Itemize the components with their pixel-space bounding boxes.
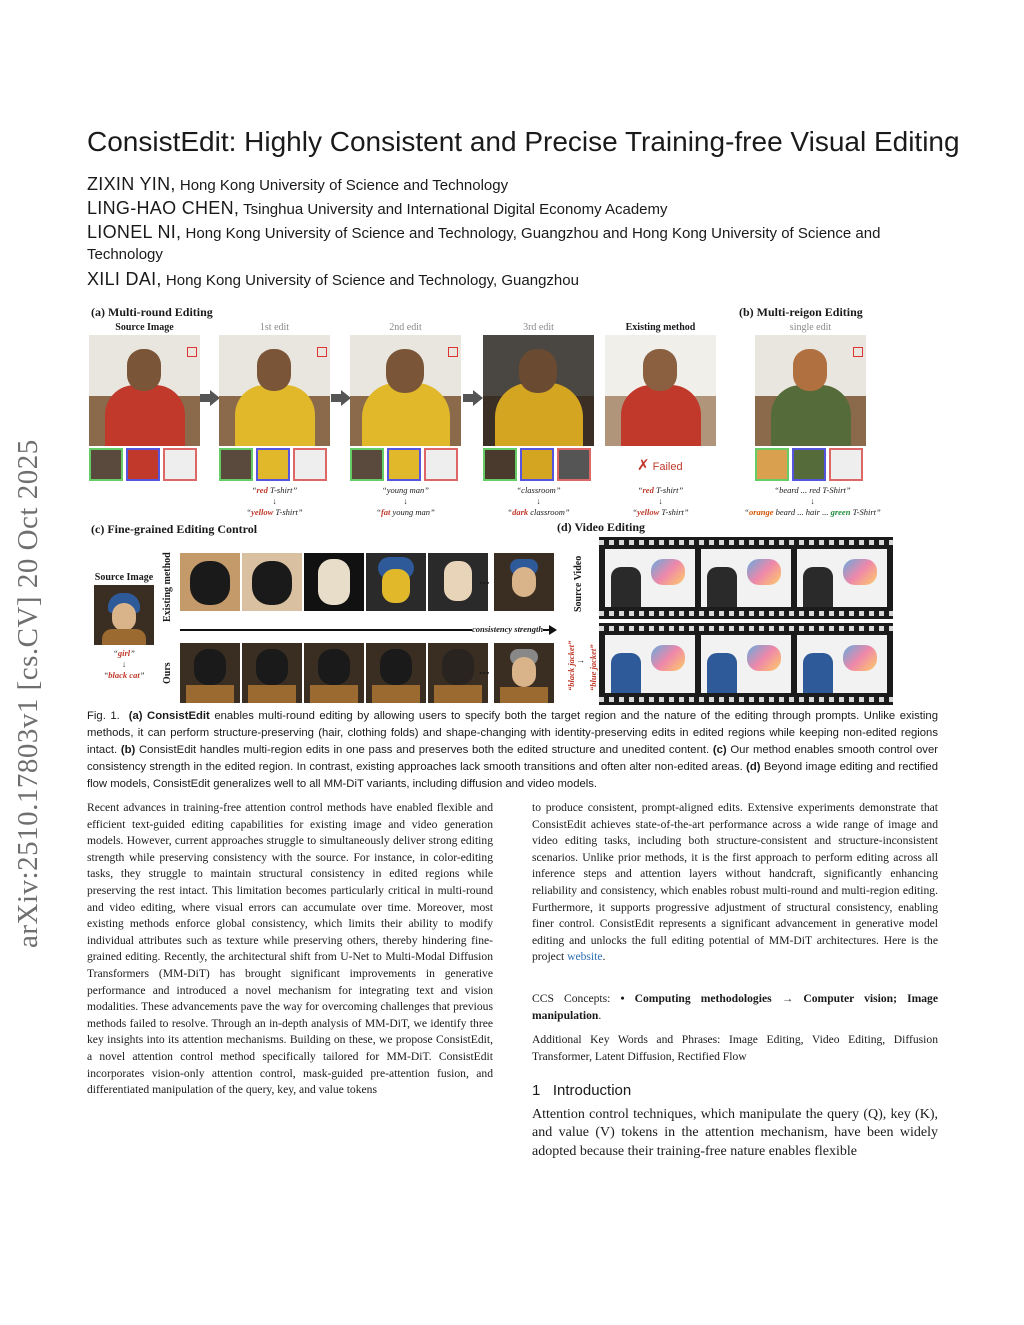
abstract-right-column: to produce consistent, prompt-aligned edits. Extensive experiments demonstrate that ConsistEdit achieves state-of-the-art performance across a wide range of image and video editing tasks, including both structure-consistent and structure-inconsistent scenarios. Unlike prior methods, it is the first approach to perform editing across all inference steps and attention layers without handcraft, significantly enhancing reliability and consistency, which enables robust multi-round and multi-region editing. Furthermore, it supports progressive adjustment of structural consistency, enabling finer control. ConsistEdit represents a significant advancement in generative model editing and unlocks the full editing potential of MM-DiT architectures. Here is the project website. bbox=[532, 801, 938, 964]
author-affiliation: Hong Kong University of Science and Technology bbox=[179, 177, 509, 194]
c-existing-4 bbox=[366, 553, 426, 611]
panel-a-label: (a) Multi-round Editing bbox=[91, 305, 213, 319]
author-name: XILI DAI, bbox=[87, 269, 162, 289]
strength-label: consistency strength bbox=[472, 624, 544, 634]
col-label-1st: 1st edit bbox=[259, 322, 290, 333]
author-name: LIONEL NI, bbox=[87, 222, 182, 242]
crop-thumb bbox=[126, 448, 160, 481]
author-line bbox=[87, 174, 508, 195]
d-source-label: Source Video bbox=[573, 555, 584, 612]
c-ours-1 bbox=[180, 643, 240, 703]
crop-thumb bbox=[483, 448, 517, 481]
ellipsis: ... bbox=[479, 573, 490, 588]
intro-text: Attention control techniques, which manipulate the query (Q), key (K), and value (V) tokens in the attention mechanism, have been widely adopted because their training-free nature enables flexible bbox=[532, 1107, 938, 1159]
edit1-photo bbox=[219, 335, 330, 446]
crop-thumb bbox=[557, 448, 591, 481]
crop-thumb bbox=[163, 448, 197, 481]
author-name: LING-HAO CHEN, bbox=[87, 198, 240, 218]
crop-thumb bbox=[387, 448, 421, 481]
c-existing-label: Existing method bbox=[162, 552, 173, 622]
d-prompt-tgt: “blue jacket” bbox=[588, 644, 598, 691]
cross-icon: ✗ bbox=[637, 457, 650, 474]
c-source-photo bbox=[94, 585, 154, 645]
c-ours-2 bbox=[242, 643, 302, 703]
abstract-left-column: Recent advances in training-free attention control methods have enabled flexible and efficient text-guided editing capabilities for existing image and video generation models. However, current approaches struggle to simultaneously deliver strong editing strength while preserving consistency with the source. For instance, in color-editing tasks, they struggle to maintain structural consistency in edited regions while preserving the rest intact. This limitation becomes particularly critical in multi-round and video editing, where visual errors can accumulate over time. Moreover, most existing methods enforce global consistency, which limits their ability to modify individual attributes such as texture while preserving others, thereby hindering fine-grained editing. Recently, the architectural shift from U-Net to Multi-Modal Diffusion Transformers (MM-DiT) has brought significant improvements in generative performance and introduced a novel mechanism for integrating text and vision modalities. These advancements pave the way for overcoming challenges that previous methods failed to resolve. Through an in-depth analysis of MM-DiT, we identify three key insights into its attention mechanisms. Building on these, we propose ConsistEdit, a novel attention control method specifically tailored for MM-DiT. ConsistEdit incorporates vision-only attention control, mask-guided pre-attention fusion, and differentiated manipulation of the query, key, and value tokens bbox=[87, 801, 493, 1097]
figure-caption: Fig. 1. (a) ConsistEdit enables multi-round editing by allowing users to specify both the target region and the nature of the editing through prompts. Unlike existing methods, it can perform structure-preserving (hair, clothing folds) and shape-changing with identity-preserving edits in edited regions while keeping non-edited regions intact. (b) ConsistEdit handles multi-region edits in one pass and preserves both the edited structure and unedited content. (c) Our method enables smooth control over consistency strength in the edited region. In contrast, existing approaches lack smooth transitions and often alter non-edited areas. (d) Beyond image editing and rectified flow models, ConsistEdit generalizes well to all MM-DiT variants, including diffusion and video models. bbox=[87, 710, 938, 790]
col-label-source: Source Image bbox=[115, 322, 174, 333]
c-source-label: Source Image bbox=[94, 572, 154, 583]
c-ours-label: Ours bbox=[162, 662, 173, 684]
crop-thumb bbox=[89, 448, 123, 481]
col-label-3rd: 3rd edit bbox=[523, 322, 554, 333]
author-line bbox=[87, 222, 880, 243]
author-affiliation: Hong Kong University of Science and Technology, Guangzhou bbox=[165, 272, 579, 289]
c-existing-2 bbox=[242, 553, 302, 611]
arrow-icon bbox=[473, 390, 483, 406]
c-existing-1 bbox=[180, 553, 240, 611]
existing-method-photo bbox=[605, 335, 716, 446]
c-existing-3 bbox=[304, 553, 364, 611]
keywords: Additional Key Words and Phrases: Image Editing, Video Editing, Diffusion Transformer, Latent Diffusion, Rectified Flow bbox=[532, 1033, 938, 1063]
prompt-multi-region: “beard ... red T-Shirt” ↓ “orange beard ... hair ... green T-Shirt” bbox=[744, 485, 881, 517]
d-prompt-src: “black jacket” bbox=[566, 640, 576, 691]
author-affiliation: Hong Kong University of Science and Technology, Guangzhou and Hong Kong University of Science and bbox=[185, 225, 881, 242]
edit2-photo bbox=[350, 335, 461, 446]
author-line bbox=[87, 198, 668, 219]
project-website-link[interactable]: website bbox=[567, 950, 603, 964]
c-prompt: “girl” ↓ “black cat” bbox=[103, 648, 145, 680]
prompt-edit1: “red T-shirt” ↓ “yellow T-shirt” bbox=[246, 485, 303, 517]
crop-thumb bbox=[424, 448, 458, 481]
crop-thumb bbox=[792, 448, 826, 481]
prompt-edit3: “classroom” ↓ “dark classroom” bbox=[507, 485, 570, 517]
crop-thumb bbox=[350, 448, 384, 481]
col-label-single: single edit bbox=[789, 322, 832, 333]
source-photo bbox=[89, 335, 200, 446]
col-label-existing: Existing method bbox=[625, 322, 696, 333]
paper-title: ConsistEdit: Highly Consistent and Precise Training-free Visual Editing bbox=[87, 126, 960, 157]
failed-label: ✗ Failed bbox=[637, 457, 683, 474]
col-label-2nd: 2nd edit bbox=[389, 322, 422, 333]
edit3-photo bbox=[483, 335, 594, 446]
author-name: ZIXIN YIN, bbox=[87, 174, 176, 194]
down-arrow-icon: → bbox=[576, 655, 585, 665]
prompt-existing: “red T-shirt” ↓ “yellow T-shirt” bbox=[632, 485, 689, 517]
crop-thumb bbox=[829, 448, 863, 481]
c-ours-3 bbox=[304, 643, 364, 703]
crop-thumb bbox=[256, 448, 290, 481]
ccs-concepts: CCS Concepts: • Computing methodologies → Computer vision; Image manipulation. bbox=[532, 992, 938, 1022]
arxiv-identifier: arXiv:2510.17803v1 [cs.CV] 20 Oct 2025 bbox=[12, 439, 44, 948]
c-existing-6 bbox=[494, 553, 554, 611]
panel-c-label: (c) Fine-grained Editing Control bbox=[91, 522, 258, 536]
intro-heading: 1 Introduction bbox=[532, 1082, 632, 1099]
arrow-head-icon bbox=[549, 625, 557, 635]
panel-d-label: (d) Video Editing bbox=[557, 520, 646, 534]
edited-video-strip bbox=[599, 623, 893, 705]
multi-region-photo bbox=[755, 335, 866, 446]
c-ours-4 bbox=[366, 643, 426, 703]
ellipsis: ... bbox=[479, 663, 490, 678]
author-affiliation-cont: Technology bbox=[87, 246, 163, 263]
source-video-strip bbox=[599, 537, 893, 619]
crop-thumb bbox=[755, 448, 789, 481]
author-line bbox=[87, 269, 579, 290]
crop-thumb bbox=[520, 448, 554, 481]
c-ours-6 bbox=[494, 643, 554, 703]
panel-b-label: (b) Multi-reigon Editing bbox=[739, 305, 863, 319]
crop-thumb bbox=[293, 448, 327, 481]
crop-thumb bbox=[219, 448, 253, 481]
author-affiliation: Tsinghua University and International Digital Economy Academy bbox=[243, 201, 668, 218]
prompt-edit2: “young man” ↓ “fat young man” bbox=[376, 485, 435, 517]
